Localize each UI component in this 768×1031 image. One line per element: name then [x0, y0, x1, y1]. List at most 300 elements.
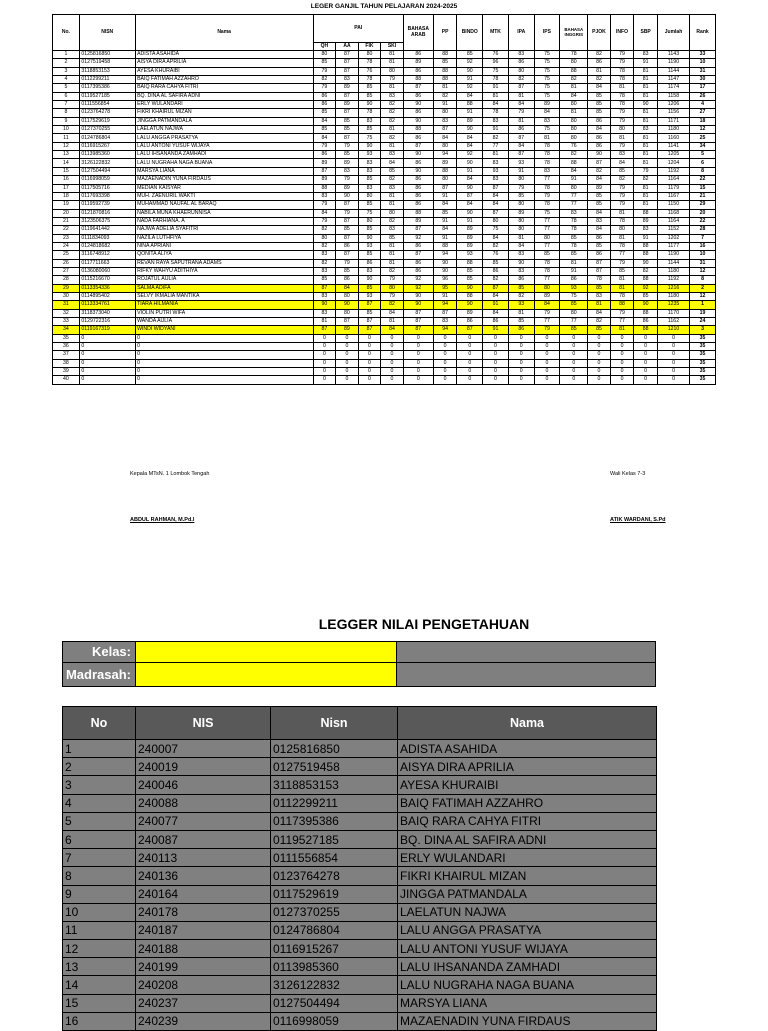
table-cell[interactable]: 1141 — [657, 142, 689, 150]
table-cell[interactable]: 87 — [336, 92, 359, 100]
table-cell[interactable]: 85 — [336, 151, 359, 159]
table-cell[interactable]: 92 — [457, 59, 483, 67]
table-cell[interactable]: 1167 — [657, 192, 689, 200]
table-cell[interactable]: 0111834093 — [79, 234, 135, 242]
table-cell[interactable]: 1144 — [657, 259, 689, 267]
table-cell[interactable]: 78 — [610, 92, 634, 100]
table-cell[interactable]: 82 — [483, 134, 509, 142]
table-cell[interactable]: WINDI WIDYANI — [135, 326, 313, 334]
table-cell[interactable]: 0 — [336, 376, 359, 384]
table-cell[interactable]: 79 — [610, 192, 634, 200]
table-cell[interactable]: 89 — [313, 176, 336, 184]
table-cell[interactable]: 0 — [403, 376, 433, 384]
table-cell[interactable]: 85 — [358, 176, 381, 184]
table-cell[interactable]: 90 — [403, 101, 433, 109]
table-cell[interactable]: 0123764278 — [271, 867, 398, 885]
table-cell[interactable]: 79 — [610, 51, 634, 59]
table-cell[interactable]: 91 — [560, 267, 588, 275]
table-cell[interactable]: 90 — [403, 117, 433, 125]
table-cell[interactable]: 90 — [457, 67, 483, 75]
table-cell[interactable]: 78 — [610, 76, 634, 84]
table-cell[interactable]: 87 — [403, 226, 433, 234]
table-cell[interactable]: 96 — [433, 276, 457, 284]
table-cell[interactable]: 85 — [588, 201, 611, 209]
table-cell[interactable]: 79 — [534, 326, 560, 334]
table-cell[interactable]: 76 — [560, 142, 588, 150]
table-cell[interactable]: 85 — [560, 301, 588, 309]
table-cell[interactable]: 90 — [403, 151, 433, 159]
table-cell[interactable]: 1180 — [657, 126, 689, 134]
table-cell[interactable]: 87 — [508, 151, 534, 159]
table-cell[interactable]: MARSYA LIANA — [135, 167, 313, 175]
table-cell[interactable]: 0 — [358, 351, 381, 359]
table-cell[interactable]: 1190 — [657, 59, 689, 67]
table-cell[interactable]: 82 — [313, 259, 336, 267]
table-cell[interactable]: 80 — [610, 226, 634, 234]
table-cell[interactable]: 0 — [534, 343, 560, 351]
table-cell[interactable]: 89 — [457, 309, 483, 317]
table-cell[interactable]: 90 — [358, 101, 381, 109]
table-cell[interactable]: 0 — [358, 359, 381, 367]
table-cell[interactable]: 82 — [483, 276, 509, 284]
table-cell[interactable]: 85 — [433, 209, 457, 217]
table-cell[interactable]: 79 — [534, 309, 560, 317]
table-cell[interactable]: 29 — [53, 284, 80, 292]
table-cell[interactable]: 77 — [483, 142, 509, 150]
table-cell[interactable]: 240239 — [136, 1012, 271, 1030]
table-cell[interactable]: 90 — [588, 151, 611, 159]
table-cell[interactable]: 240077 — [136, 812, 271, 830]
table-cell[interactable]: 35 — [690, 359, 716, 367]
table-cell[interactable]: 83 — [433, 318, 457, 326]
table-cell[interactable]: 80 — [560, 126, 588, 134]
table-cell[interactable]: 81 — [634, 151, 658, 159]
table-cell[interactable]: 86 — [508, 326, 534, 334]
table-cell[interactable]: 78 — [534, 267, 560, 275]
table-cell[interactable]: 83 — [313, 192, 336, 200]
table-cell[interactable]: 0 — [358, 343, 381, 351]
table-cell[interactable]: 87 — [336, 234, 359, 242]
table-cell[interactable]: 0 — [634, 334, 658, 342]
table-cell[interactable]: 34 — [53, 326, 80, 334]
table-cell[interactable]: 79 — [313, 201, 336, 209]
table-cell[interactable]: 1179 — [657, 184, 689, 192]
table-cell[interactable]: 0 — [381, 351, 404, 359]
table-cell[interactable]: 0 — [657, 351, 689, 359]
table-cell[interactable]: 91 — [560, 176, 588, 184]
table-cell[interactable]: 90 — [457, 284, 483, 292]
table-cell[interactable]: 81 — [588, 67, 611, 75]
table-cell[interactable]: 88 — [560, 159, 588, 167]
table-cell[interactable]: 85 — [560, 234, 588, 242]
table-cell[interactable]: 10 — [63, 903, 136, 921]
table-cell[interactable]: 92 — [403, 276, 433, 284]
table-cell[interactable]: 1144 — [657, 67, 689, 75]
table-cell[interactable]: 84 — [483, 192, 509, 200]
table-cell[interactable]: 89 — [588, 184, 611, 192]
table-cell[interactable]: 93 — [483, 167, 509, 175]
table-cell[interactable]: 0111556854 — [79, 101, 135, 109]
table-cell[interactable]: 0125816850 — [79, 51, 135, 59]
table-cell[interactable]: 240019 — [136, 758, 271, 776]
table-cell[interactable]: 84 — [588, 126, 611, 134]
table-cell[interactable]: 85 — [508, 318, 534, 326]
table-cell[interactable]: 82 — [588, 76, 611, 84]
table-cell[interactable]: 0 — [433, 368, 457, 376]
table-cell[interactable]: 82 — [508, 292, 534, 300]
table-cell[interactable]: 1210 — [657, 326, 689, 334]
table-cell[interactable]: 12 — [690, 267, 716, 275]
table-cell[interactable]: 89 — [336, 84, 359, 92]
table-cell[interactable]: 82 — [381, 301, 404, 309]
table-cell[interactable]: LALU ANGGA PRASATYA — [398, 921, 657, 939]
table-cell[interactable]: 90 — [403, 301, 433, 309]
table-cell[interactable]: 84 — [508, 101, 534, 109]
table-cell[interactable]: 86 — [336, 276, 359, 284]
table-cell[interactable]: 85 — [588, 326, 611, 334]
table-cell[interactable]: 79 — [508, 109, 534, 117]
table-cell[interactable]: ADISTA ASAHIDA — [135, 51, 313, 59]
table-cell[interactable]: AISYA DIRA APRILIA — [398, 758, 657, 776]
table-cell[interactable]: 240199 — [136, 958, 271, 976]
table-cell[interactable]: 90 — [457, 209, 483, 217]
table-cell[interactable]: 83 — [534, 167, 560, 175]
table-cell[interactable]: 78 — [534, 142, 560, 150]
table-cell[interactable]: 84 — [588, 226, 611, 234]
table-cell[interactable]: 0121870816 — [79, 209, 135, 217]
table-cell[interactable]: 90 — [403, 292, 433, 300]
table-cell[interactable]: 80 — [381, 209, 404, 217]
table-cell[interactable]: 83 — [336, 76, 359, 84]
table-cell[interactable]: JINGGA PATMANDALA — [398, 885, 657, 903]
table-cell[interactable]: 82 — [588, 318, 611, 326]
table-cell[interactable]: 80 — [483, 217, 509, 225]
table-cell[interactable]: 78 — [588, 276, 611, 284]
table-cell[interactable]: 80 — [534, 284, 560, 292]
table-cell[interactable]: 82 — [381, 117, 404, 125]
table-cell[interactable]: LALU IHSANANDA ZAMHADI — [135, 151, 313, 159]
table-cell[interactable]: 0127370255 — [79, 126, 135, 134]
table-cell[interactable]: 0 — [534, 368, 560, 376]
table-cell[interactable]: 90 — [457, 159, 483, 167]
table-cell[interactable]: 79 — [336, 142, 359, 150]
table-cell[interactable]: 0 — [336, 368, 359, 376]
table-cell[interactable]: 83 — [313, 251, 336, 259]
table-cell[interactable]: 90 — [358, 142, 381, 150]
table-cell[interactable]: 26 — [690, 92, 716, 100]
table-cell[interactable]: 90 — [336, 301, 359, 309]
table-cell[interactable]: 0124786804 — [79, 134, 135, 142]
table-cell[interactable]: 83 — [313, 309, 336, 317]
table-cell[interactable]: 87 — [403, 251, 433, 259]
table-cell[interactable]: 35 — [690, 334, 716, 342]
table-cell[interactable]: 83 — [483, 176, 509, 184]
table-cell[interactable]: 0 — [483, 343, 509, 351]
table-cell[interactable]: 82 — [313, 242, 336, 250]
table-cell[interactable]: 0 — [135, 351, 313, 359]
table-cell[interactable]: 85 — [381, 167, 404, 175]
table-cell[interactable]: 3126122832 — [271, 976, 398, 994]
table-cell[interactable]: 0 — [483, 359, 509, 367]
table-cell[interactable]: 84 — [433, 134, 457, 142]
table-cell[interactable]: 0 — [634, 376, 658, 384]
table-cell[interactable]: 240087 — [136, 830, 271, 848]
table-cell[interactable]: 17 — [53, 184, 80, 192]
table-cell[interactable]: SELVY IKMALIA MANTIKA — [135, 292, 313, 300]
table-cell[interactable]: 87 — [433, 126, 457, 134]
table-cell[interactable]: 87 — [336, 59, 359, 67]
table-cell[interactable]: 89 — [336, 326, 359, 334]
table-cell[interactable]: 79 — [381, 76, 404, 84]
table-cell[interactable]: AYESA KHURAIBI — [135, 67, 313, 75]
table-cell[interactable]: 0 — [534, 351, 560, 359]
table-cell[interactable]: 0129722316 — [79, 318, 135, 326]
table-cell[interactable]: 0 — [508, 351, 534, 359]
table-cell[interactable]: RIFKY WAHYU ADITHIYA — [135, 267, 313, 275]
table-cell[interactable]: 0 — [313, 343, 336, 351]
table-cell[interactable]: 33 — [690, 51, 716, 59]
table-cell[interactable]: BAIQ RARA CAHYA FITRI — [135, 84, 313, 92]
table-cell[interactable]: 91 — [508, 167, 534, 175]
table-cell[interactable]: 5 — [53, 84, 80, 92]
table-cell[interactable]: 93 — [457, 251, 483, 259]
table-cell[interactable]: 80 — [560, 101, 588, 109]
table-cell[interactable]: 18 — [53, 192, 80, 200]
table-cell[interactable]: 0 — [634, 359, 658, 367]
table-cell[interactable]: 87 — [358, 318, 381, 326]
table-cell[interactable]: 0 — [79, 368, 135, 376]
table-cell[interactable]: 30 — [690, 76, 716, 84]
table-cell[interactable]: 15 — [690, 184, 716, 192]
table-cell[interactable]: 83 — [508, 267, 534, 275]
table-cell[interactable]: 84 — [508, 142, 534, 150]
table-cell[interactable]: 83 — [588, 292, 611, 300]
table-cell[interactable]: 91 — [634, 234, 658, 242]
table-cell[interactable]: 80 — [381, 67, 404, 75]
table-cell[interactable]: 240188 — [136, 940, 271, 958]
table-cell[interactable]: 87 — [313, 326, 336, 334]
table-cell[interactable]: 88 — [433, 167, 457, 175]
table-cell[interactable]: 81 — [381, 201, 404, 209]
table-cell[interactable]: REVAN RAYA SAPUTRANA ADAMS — [135, 259, 313, 267]
table-cell[interactable]: 90 — [358, 234, 381, 242]
table-cell[interactable]: 0124786804 — [271, 921, 398, 939]
table-cell[interactable]: 240164 — [136, 885, 271, 903]
table-cell[interactable]: 87 — [483, 209, 509, 217]
table-cell[interactable]: 84 — [534, 301, 560, 309]
table-cell[interactable]: 0 — [135, 359, 313, 367]
table-cell[interactable]: 81 — [381, 242, 404, 250]
table-cell[interactable]: 81 — [610, 84, 634, 92]
table-cell[interactable]: 81 — [508, 117, 534, 125]
table-cell[interactable]: 86 — [560, 276, 588, 284]
table-cell[interactable]: LALU IHSANANDA ZAMHADI — [398, 958, 657, 976]
table-cell[interactable]: 84 — [336, 284, 359, 292]
table-cell[interactable]: 0 — [313, 359, 336, 367]
table-cell[interactable]: 85 — [358, 309, 381, 317]
table-cell[interactable]: 0117529619 — [271, 885, 398, 903]
table-cell[interactable]: 0114895402 — [79, 292, 135, 300]
table-cell[interactable]: 83 — [588, 217, 611, 225]
table-cell[interactable]: ERLY WULANDARI — [135, 101, 313, 109]
table-cell[interactable]: 82 — [381, 217, 404, 225]
table-cell[interactable]: 3118373040 — [79, 309, 135, 317]
table-cell[interactable]: 81 — [313, 318, 336, 326]
table-cell[interactable]: AYESA KHURAIBI — [398, 776, 657, 794]
table-cell[interactable]: 90 — [634, 301, 658, 309]
table-cell[interactable]: 91 — [433, 217, 457, 225]
table-cell[interactable]: 87 — [336, 318, 359, 326]
table-cell[interactable]: 81 — [508, 234, 534, 242]
table-cell[interactable]: 0 — [135, 343, 313, 351]
table-cell[interactable]: 87 — [313, 167, 336, 175]
table-cell[interactable]: 78 — [560, 51, 588, 59]
table-cell[interactable]: 81 — [610, 209, 634, 217]
table-cell[interactable]: 84 — [381, 309, 404, 317]
table-cell[interactable]: 78 — [534, 159, 560, 167]
table-cell[interactable]: 90 — [433, 267, 457, 275]
table-cell[interactable]: 91 — [634, 59, 658, 67]
table-cell[interactable]: 86 — [403, 259, 433, 267]
table-cell[interactable]: 81 — [381, 59, 404, 67]
table-cell[interactable]: 75 — [534, 209, 560, 217]
table-cell[interactable]: 81 — [483, 151, 509, 159]
table-cell[interactable]: 81 — [483, 92, 509, 100]
table-cell[interactable]: 0 — [534, 334, 560, 342]
table-cell[interactable]: 88 — [610, 301, 634, 309]
table-cell[interactable]: 87 — [336, 201, 359, 209]
table-cell[interactable]: 1180 — [657, 267, 689, 275]
table-cell[interactable]: 20 — [690, 209, 716, 217]
table-cell[interactable]: 0 — [433, 334, 457, 342]
table-cell[interactable]: 35 — [690, 351, 716, 359]
table-cell[interactable]: 82 — [381, 109, 404, 117]
table-cell[interactable]: 87 — [508, 84, 534, 92]
table-cell[interactable]: 94 — [433, 251, 457, 259]
table-cell[interactable]: 85 — [588, 92, 611, 100]
table-cell[interactable]: 82 — [313, 226, 336, 234]
table-cell[interactable]: 91 — [457, 76, 483, 84]
table-cell[interactable]: 78 — [560, 217, 588, 225]
table-cell[interactable]: 93 — [358, 292, 381, 300]
table-cell[interactable]: 82 — [588, 167, 611, 175]
table-cell[interactable]: 0115216670 — [79, 276, 135, 284]
table-cell[interactable]: 78 — [358, 59, 381, 67]
table-cell[interactable]: 25 — [690, 134, 716, 142]
table-cell[interactable]: 77 — [534, 226, 560, 234]
table-cell[interactable]: 0119641442 — [79, 226, 135, 234]
table-cell[interactable]: 1204 — [657, 159, 689, 167]
table-cell[interactable]: 78 — [534, 151, 560, 159]
table-cell[interactable]: 80 — [313, 51, 336, 59]
table-cell[interactable]: 1180 — [657, 292, 689, 300]
table-cell[interactable]: 38 — [53, 359, 80, 367]
table-cell[interactable]: 80 — [358, 51, 381, 59]
table-cell[interactable]: 24 — [53, 242, 80, 250]
table-cell[interactable]: 81 — [381, 142, 404, 150]
table-cell[interactable]: 0113334761 — [79, 301, 135, 309]
table-cell[interactable]: ROJATUL AULIA — [135, 276, 313, 284]
table-cell[interactable]: 16 — [53, 176, 80, 184]
table-cell[interactable]: 79 — [610, 59, 634, 67]
table-cell[interactable]: 81 — [381, 251, 404, 259]
table-cell[interactable]: 0 — [457, 368, 483, 376]
table-cell[interactable]: 85 — [336, 226, 359, 234]
table-cell[interactable]: 3116748912 — [79, 251, 135, 259]
table-cell[interactable]: 93 — [358, 242, 381, 250]
table-cell[interactable]: 89 — [534, 292, 560, 300]
table-cell[interactable]: 81 — [610, 134, 634, 142]
table-cell[interactable]: 1147 — [657, 76, 689, 84]
table-cell[interactable]: 0113354336 — [79, 284, 135, 292]
table-cell[interactable]: 86 — [508, 126, 534, 134]
table-cell[interactable]: 0 — [610, 351, 634, 359]
table-cell[interactable]: 77 — [560, 318, 588, 326]
table-cell[interactable]: 9 — [53, 117, 80, 125]
table-cell[interactable]: 85 — [358, 92, 381, 100]
table-cell[interactable]: 78 — [358, 76, 381, 84]
table-cell[interactable]: 0 — [657, 334, 689, 342]
table-cell[interactable]: 78 — [560, 242, 588, 250]
table-cell[interactable]: 85 — [457, 51, 483, 59]
table-cell[interactable]: 88 — [313, 184, 336, 192]
table-cell[interactable]: 92 — [457, 151, 483, 159]
table-cell[interactable]: 75 — [534, 76, 560, 84]
table-cell[interactable]: 85 — [634, 292, 658, 300]
table-cell[interactable]: BAIQ FATIMAH AZZAHRO — [398, 794, 657, 812]
table-cell[interactable]: 1206 — [657, 101, 689, 109]
table-cell[interactable]: 88 — [634, 326, 658, 334]
table-cell[interactable]: 75 — [534, 51, 560, 59]
table-cell[interactable]: 87 — [336, 51, 359, 59]
table-cell[interactable]: 1192 — [657, 276, 689, 284]
table-cell[interactable]: 88 — [433, 242, 457, 250]
table-cell[interactable]: 240007 — [136, 740, 271, 758]
table-cell[interactable]: 27 — [690, 109, 716, 117]
table-cell[interactable]: 12 — [690, 292, 716, 300]
table-cell[interactable]: 0113985360 — [79, 151, 135, 159]
table-cell[interactable]: 8 — [53, 109, 80, 117]
table-cell[interactable]: 24 — [690, 318, 716, 326]
table-cell[interactable]: 90 — [457, 184, 483, 192]
table-cell[interactable]: 88 — [433, 51, 457, 59]
table-cell[interactable]: LALU ANTONI YUSUF WIJAYA — [135, 142, 313, 150]
table-cell[interactable]: ERLY WULANDARI — [398, 849, 657, 867]
table-cell[interactable]: 80 — [508, 217, 534, 225]
table-cell[interactable]: LAELATUN NAJWA — [398, 903, 657, 921]
table-cell[interactable]: 82 — [381, 267, 404, 275]
table-cell[interactable]: 79 — [313, 67, 336, 75]
table-cell[interactable]: 79 — [336, 259, 359, 267]
table-cell[interactable]: 81 — [610, 284, 634, 292]
table-cell[interactable]: 91 — [433, 101, 457, 109]
table-cell[interactable]: 81 — [610, 326, 634, 334]
table-cell[interactable]: FIKRI KHAIRUL MIZAN — [135, 109, 313, 117]
table-cell[interactable]: 91 — [483, 126, 509, 134]
table-cell[interactable]: 85 — [358, 201, 381, 209]
table-cell[interactable]: 87 — [336, 134, 359, 142]
table-cell[interactable]: 85 — [358, 84, 381, 92]
table-cell[interactable]: 10 — [53, 126, 80, 134]
table-cell[interactable]: 21 — [690, 192, 716, 200]
table-cell[interactable]: 1170 — [657, 309, 689, 317]
table-cell[interactable]: 81 — [634, 201, 658, 209]
table-cell[interactable]: 0 — [135, 368, 313, 376]
table-cell[interactable]: 86 — [483, 267, 509, 275]
table-cell[interactable]: 0 — [457, 343, 483, 351]
table-cell[interactable]: 85 — [534, 251, 560, 259]
table-cell[interactable]: 80 — [336, 309, 359, 317]
